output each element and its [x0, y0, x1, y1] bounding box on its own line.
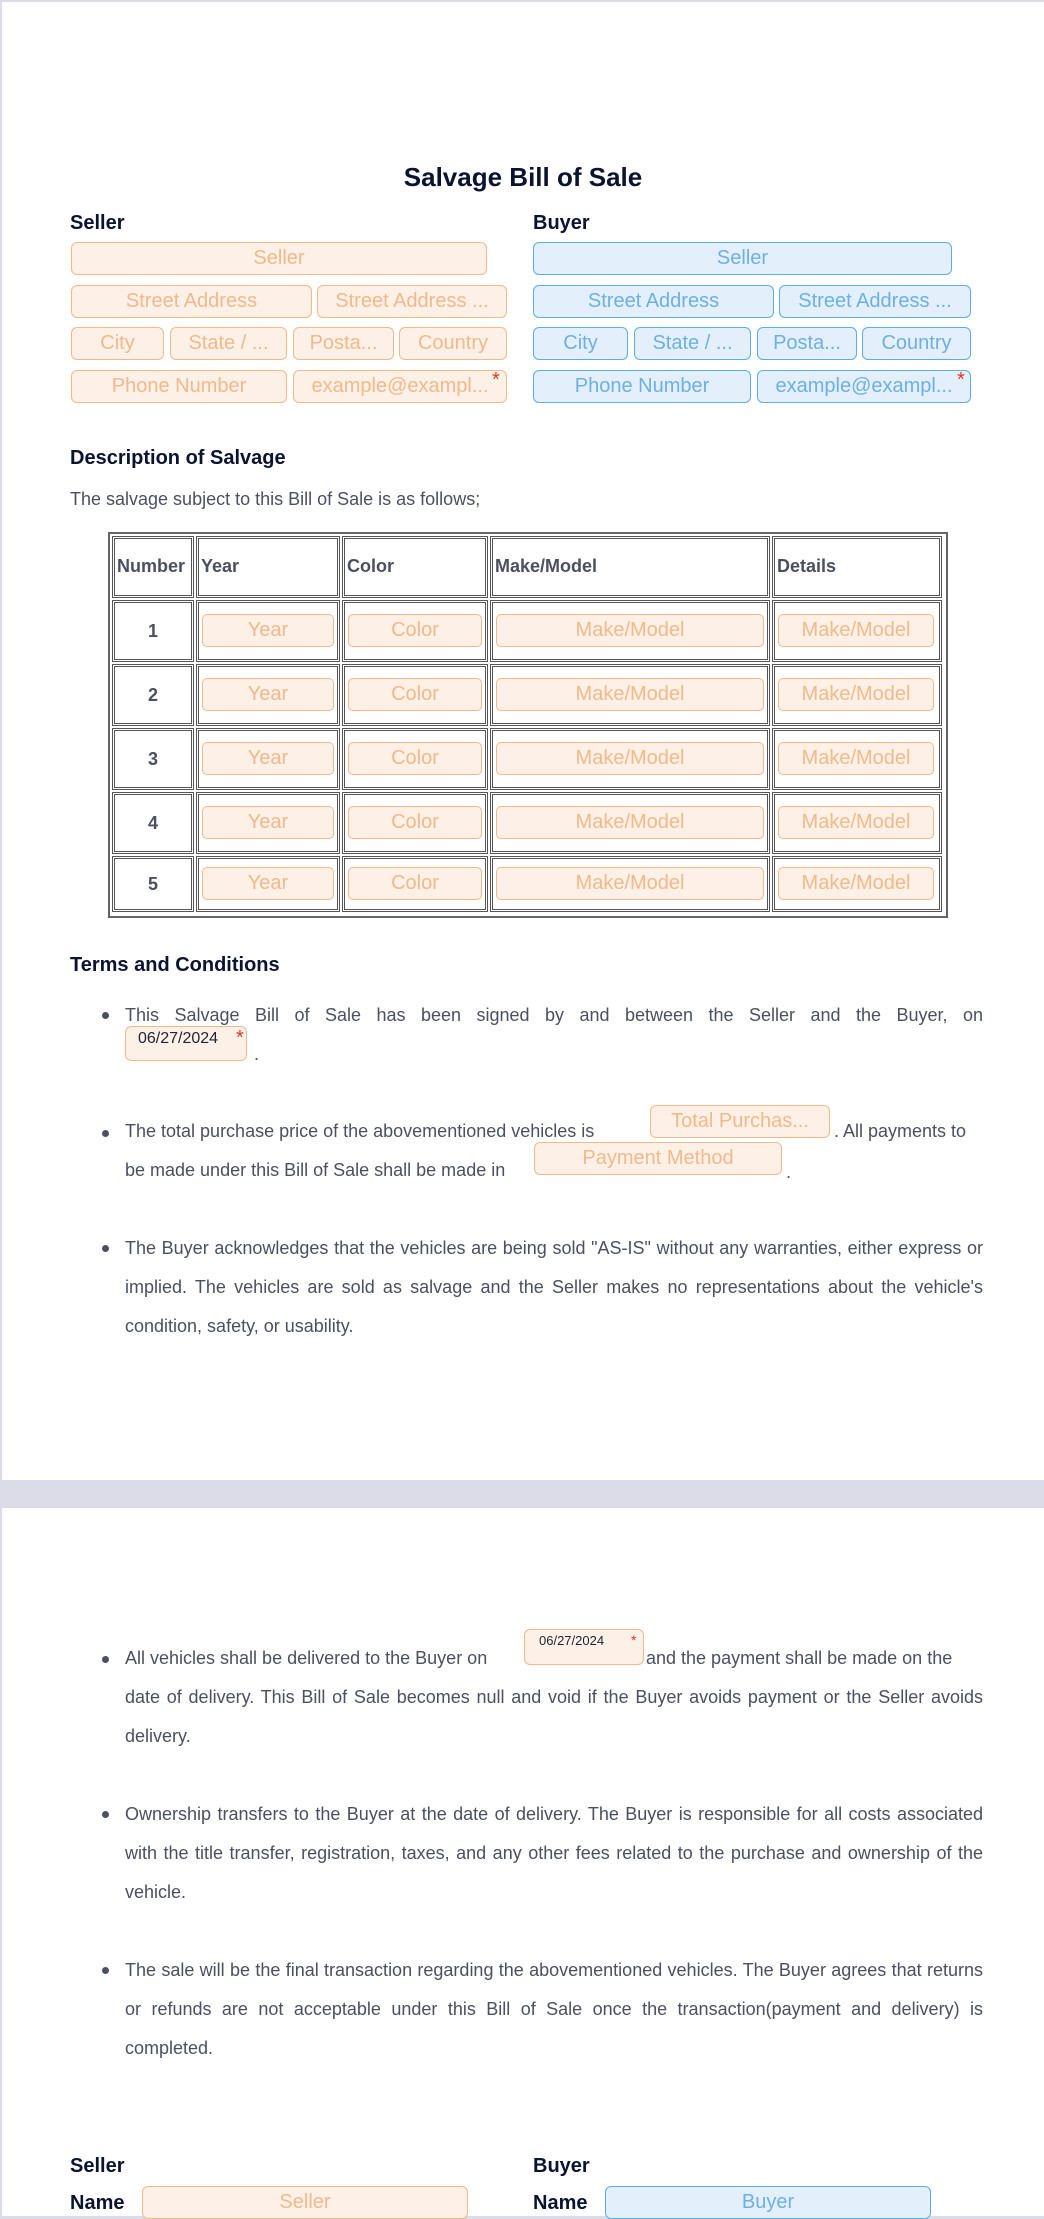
table-cell	[196, 600, 340, 662]
table-cell	[490, 664, 770, 726]
buyer-postal-field[interactable]: Posta...	[757, 327, 857, 360]
signature-seller-name-label: Name	[70, 2192, 125, 2214]
table-cell	[772, 600, 942, 662]
signature-buyer-name-label: Name	[533, 2192, 588, 2214]
table-row-number: 3	[112, 728, 194, 790]
details-field[interactable]: Make/Model	[778, 678, 934, 711]
buyer-name-field[interactable]: Seller	[533, 242, 952, 275]
table-cell	[342, 728, 488, 790]
agreement-date-required-mark: *	[236, 1027, 244, 1049]
buyer-country-field[interactable]: Country	[862, 327, 971, 360]
table-cell	[342, 600, 488, 662]
seller-country-field[interactable]: Country	[399, 327, 507, 360]
delivery-date-required-mark: *	[631, 1632, 637, 1648]
table-cell	[772, 664, 942, 726]
table-row-number: 4	[112, 792, 194, 854]
term-1-text: This Salvage Bill of Sale has been signed by and between the Seller and the Buyer, on	[125, 1005, 983, 1025]
seller-postal-field[interactable]: Posta...	[293, 327, 394, 360]
term-4-text-a: All vehicles shall be delivered to the Buyer on	[125, 1648, 488, 1668]
table-header-year: Year	[196, 536, 340, 598]
buyer-street2-field[interactable]: Street Address ...	[779, 285, 971, 318]
details-field[interactable]: Make/Model	[778, 867, 934, 900]
payment-method-field[interactable]: Payment Method	[534, 1142, 782, 1175]
buyer-phone-field[interactable]: Phone Number	[533, 370, 751, 403]
year-field[interactable]: Year	[202, 614, 334, 647]
seller-city-field[interactable]: City	[71, 327, 164, 360]
year-field[interactable]: Year	[202, 806, 334, 839]
page-title: Salvage Bill of Sale	[403, 162, 643, 192]
table-cell	[196, 728, 340, 790]
table-header-details: Details	[772, 536, 942, 598]
bullet	[102, 1656, 109, 1663]
details-field[interactable]: Make/Model	[778, 806, 934, 839]
table-cell	[196, 856, 340, 912]
bullet	[102, 1012, 109, 1019]
make-model-field[interactable]: Make/Model	[496, 742, 764, 775]
seller-street2-field[interactable]: Street Address ...	[317, 285, 507, 318]
signature-seller-name-field[interactable]: Seller	[142, 2186, 468, 2219]
buyer-email-field[interactable]: example@exampl...	[757, 370, 971, 403]
table-cell	[342, 856, 488, 912]
seller-state-field[interactable]: State / ...	[170, 327, 287, 360]
table-cell	[196, 664, 340, 726]
seller-name-field[interactable]: Seller	[71, 242, 487, 275]
seller-email-field[interactable]: example@exampl...	[293, 370, 507, 403]
table-header-make-model: Make/Model	[490, 536, 770, 598]
agreement-date-field[interactable]: 06/27/2024	[125, 1026, 247, 1061]
buyer-street1-field[interactable]: Street Address	[533, 285, 774, 318]
table-row-number: 5	[112, 856, 194, 912]
description-intro: The salvage subject to this Bill of Sale is as follows;	[70, 489, 481, 509]
buyer-city-field[interactable]: City	[533, 327, 628, 360]
total-purchase-price-field[interactable]: Total Purchas...	[650, 1105, 830, 1138]
table-cell	[490, 792, 770, 854]
bullet	[102, 1967, 109, 1974]
signature-buyer-heading: Buyer	[533, 2155, 590, 2177]
term-4-text-b: and the payment shall be made on the	[646, 1648, 953, 1668]
table-cell	[772, 792, 942, 854]
table-cell	[490, 728, 770, 790]
make-model-field[interactable]: Make/Model	[496, 867, 764, 900]
table-cell	[342, 792, 488, 854]
term-5-text: Ownership transfers to the Buyer at the date of delivery. The Buyer is responsible for all costs associated with the title transfer, registration, taxes, and any other fees related to the purchase and ownership of the vehicle.	[125, 1804, 983, 1902]
details-field[interactable]: Make/Model	[778, 742, 934, 775]
details-field[interactable]: Make/Model	[778, 614, 934, 647]
color-field[interactable]: Color	[348, 742, 482, 775]
table-cell	[196, 792, 340, 854]
table-cell	[490, 856, 770, 912]
seller-phone-field[interactable]: Phone Number	[71, 370, 287, 403]
make-model-field[interactable]: Make/Model	[496, 678, 764, 711]
delivery-date-field[interactable]: 06/27/2024	[524, 1629, 644, 1665]
table-header-number: Number	[112, 536, 194, 598]
year-field[interactable]: Year	[202, 678, 334, 711]
table-row-number: 2	[112, 664, 194, 726]
make-model-field[interactable]: Make/Model	[496, 614, 764, 647]
signature-buyer-name-field[interactable]: Buyer	[605, 2186, 931, 2219]
document-page-1	[2, 2, 1044, 1480]
color-field[interactable]: Color	[348, 867, 482, 900]
term-2-text-b: . All payments to	[834, 1121, 967, 1141]
table-header-color: Color	[342, 536, 488, 598]
document-page-2	[2, 1508, 1044, 2216]
table-cell	[772, 856, 942, 912]
make-model-field[interactable]: Make/Model	[496, 806, 764, 839]
buyer-state-field[interactable]: State / ...	[634, 327, 751, 360]
vehicle-table	[108, 532, 948, 918]
term-2-end: .	[786, 1162, 792, 1182]
color-field[interactable]: Color	[348, 614, 482, 647]
term-2-text-c: be made under this Bill of Sale shall be made in	[125, 1160, 506, 1180]
signature-seller-heading: Seller	[70, 2155, 125, 2177]
seller-street1-field[interactable]: Street Address	[71, 285, 312, 318]
color-field[interactable]: Color	[348, 678, 482, 711]
buyer-heading: Buyer	[533, 212, 590, 234]
table-cell	[342, 664, 488, 726]
seller-heading: Seller	[70, 212, 125, 234]
table-cell	[490, 600, 770, 662]
bullet	[102, 1811, 109, 1818]
term-4-text-c: date of delivery. This Bill of Sale becomes null and void if the Buyer avoids payment or the Seller avoids delivery.	[125, 1687, 983, 1746]
term-3-text: The Buyer acknowledges that the vehicles are being sold "AS-IS" without any warranties, either express or implied. The vehicles are sold as salvage and the Seller makes no representations about the vehicle's condition, safety, or usability.	[125, 1238, 983, 1336]
term-6-text: The sale will be the final transaction regarding the abovementioned vehicles. The Buyer agrees that returns or refunds are not acceptable under this Bill of Sale once the transaction(payment and delivery) is completed.	[125, 1960, 983, 2058]
seller-email-required-mark: *	[492, 369, 500, 391]
table-cell	[772, 728, 942, 790]
description-heading: Description of Salvage	[70, 447, 286, 469]
table-row-number: 1	[112, 600, 194, 662]
buyer-email-required-mark: *	[957, 369, 965, 391]
color-field[interactable]: Color	[348, 806, 482, 839]
term-1-end: .	[254, 1044, 260, 1064]
bullet	[102, 1245, 109, 1252]
year-field[interactable]: Year	[202, 867, 334, 900]
term-2-text-a: The total purchase price of the abovementioned vehicles is	[125, 1121, 595, 1141]
bullet	[102, 1130, 109, 1137]
year-field[interactable]: Year	[202, 742, 334, 775]
terms-heading: Terms and Conditions	[70, 954, 280, 976]
